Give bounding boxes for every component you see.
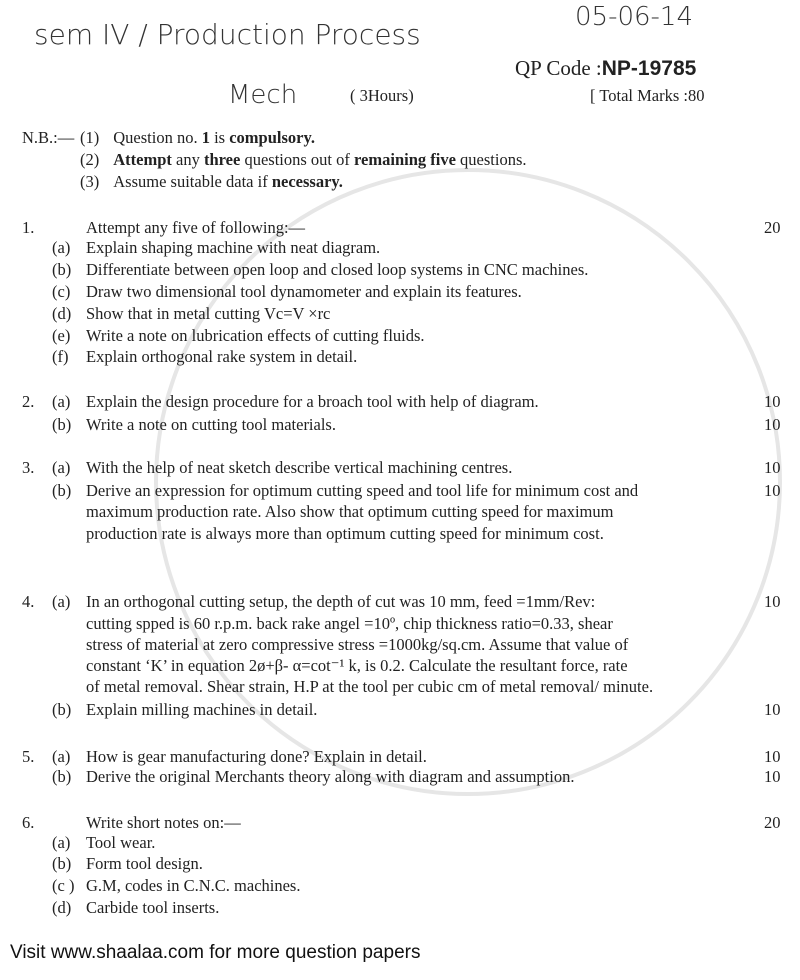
notes-label: N.B.:— bbox=[22, 128, 75, 147]
question-text: Write a note on lubrication effects of cutting fluids. bbox=[86, 326, 425, 345]
note-item bbox=[80, 128, 315, 147]
sub-question-letter: (b) bbox=[52, 260, 72, 279]
handwritten-date: 05-06-14 bbox=[575, 2, 694, 32]
note-item bbox=[80, 150, 527, 169]
note-text: Assume suitable data if necessary. bbox=[113, 172, 343, 191]
sub-question-letter: (f) bbox=[52, 347, 69, 366]
note-item bbox=[80, 172, 343, 191]
sub-question-letter: (a) bbox=[52, 458, 71, 477]
question-marks: 10 bbox=[764, 700, 781, 719]
question-text: production rate is always more than optimum cutting speed for minimum cost. bbox=[86, 524, 604, 543]
question-number: 2. bbox=[22, 392, 35, 411]
note-number: (3) bbox=[80, 172, 100, 191]
question-text: With the help of neat sketch describe vertical machining centres. bbox=[86, 458, 513, 477]
sub-question-letter: (a) bbox=[52, 392, 71, 411]
total-marks: [ Total Marks :80 bbox=[590, 86, 705, 105]
sub-question-letter: (a) bbox=[52, 747, 71, 766]
question-number: 5. bbox=[22, 747, 35, 766]
question-text: Draw two dimensional tool dynamometer and explain its features. bbox=[86, 282, 522, 301]
note-number: (2) bbox=[80, 150, 100, 169]
question-text: In an orthogonal cutting setup, the depth of cut was 10 mm, feed =1mm/Rev: bbox=[86, 592, 596, 611]
sub-question-letter: (d) bbox=[52, 898, 72, 917]
handwritten-title: sem IV / Production Process bbox=[34, 18, 421, 51]
note-text: Question no. 1 is compulsory. bbox=[113, 128, 315, 147]
question-text: Explain shaping machine with neat diagram. bbox=[86, 238, 381, 257]
sub-question-letter: (c ) bbox=[52, 876, 75, 895]
question-marks: 10 bbox=[764, 747, 781, 766]
question-text: Attempt any five of following:— bbox=[86, 218, 306, 237]
question-text: Explain the design procedure for a broach tool with help of diagram. bbox=[86, 392, 539, 411]
question-text: cutting spped is 60 r.p.m. back rake angel =10º, chip thickness ratio=0.33, shear bbox=[86, 614, 613, 633]
sub-question-letter: (b) bbox=[52, 700, 72, 719]
question-text: of metal removal. Shear strain, H.P at the tool per cubic cm of metal removal/ minute. bbox=[86, 677, 654, 696]
footer-link-text[interactable]: Visit www.shaalaa.com for more question papers bbox=[10, 942, 421, 963]
question-text: Carbide tool inserts. bbox=[86, 898, 220, 917]
question-marks: 10 bbox=[764, 592, 781, 611]
sub-question-letter: (a) bbox=[52, 833, 71, 852]
sub-question-letter: (d) bbox=[52, 304, 72, 323]
question-number: 1. bbox=[22, 218, 35, 237]
sub-question-letter: (b) bbox=[52, 415, 72, 434]
sub-question-letter: (e) bbox=[52, 326, 71, 345]
question-text: Write a note on cutting tool materials. bbox=[86, 415, 336, 434]
question-marks: 20 bbox=[764, 813, 781, 832]
sub-question-letter: (b) bbox=[52, 767, 72, 786]
sub-question-letter: (a) bbox=[52, 238, 71, 257]
question-marks: 10 bbox=[764, 767, 781, 786]
question-text: stress of material at zero compressive stress =1000kg/sq.cm. Assume that value of bbox=[86, 635, 629, 654]
question-text: Differentiate between open loop and closed loop systems in CNC machines. bbox=[86, 260, 589, 279]
duration: ( 3Hours) bbox=[350, 86, 414, 105]
question-text: Derive an expression for optimum cutting speed and tool life for minimum cost and bbox=[86, 481, 639, 500]
note-number: (1) bbox=[80, 128, 100, 147]
question-marks: 10 bbox=[764, 392, 781, 411]
sub-question-letter: (b) bbox=[52, 854, 72, 873]
question-marks: 10 bbox=[764, 458, 781, 477]
question-text: Tool wear. bbox=[86, 833, 156, 852]
question-text: Show that in metal cutting Vc=V ×rc bbox=[86, 304, 331, 323]
handwritten-branch: Mech bbox=[228, 80, 298, 110]
question-text: Explain milling machines in detail. bbox=[86, 700, 318, 719]
question-text: maximum production rate. Also show that optimum cutting speed for maximum bbox=[86, 502, 614, 521]
question-marks: 10 bbox=[764, 415, 781, 434]
question-text: Explain orthogonal rake system in detail. bbox=[86, 347, 358, 366]
question-text: Form tool design. bbox=[86, 854, 203, 873]
qp-code-label: QP Code : bbox=[515, 56, 602, 80]
note-text: Attempt any three questions out of remaining five questions. bbox=[113, 150, 527, 169]
sub-question-letter: (a) bbox=[52, 592, 71, 611]
qp-code bbox=[515, 56, 696, 81]
sub-question-letter: (b) bbox=[52, 481, 72, 500]
question-text: Write short notes on:— bbox=[86, 813, 241, 832]
question-number: 6. bbox=[22, 813, 35, 832]
question-number: 3. bbox=[22, 458, 35, 477]
sub-question-letter: (c) bbox=[52, 282, 71, 301]
question-text: G.M, codes in C.N.C. machines. bbox=[86, 876, 301, 895]
question-marks: 20 bbox=[764, 218, 781, 237]
question-text: How is gear manufacturing done? Explain in detail. bbox=[86, 747, 427, 766]
question-marks: 10 bbox=[764, 481, 781, 500]
question-text: Derive the original Merchants theory along with diagram and assumption. bbox=[86, 767, 575, 786]
question-text: constant ‘K’ in equation 2ø+β- α=cot⁻¹ k, is 0.2. Calculate the resultant force, rate bbox=[86, 656, 628, 675]
question-number: 4. bbox=[22, 592, 35, 611]
qp-code-value: NP-19785 bbox=[601, 57, 697, 80]
